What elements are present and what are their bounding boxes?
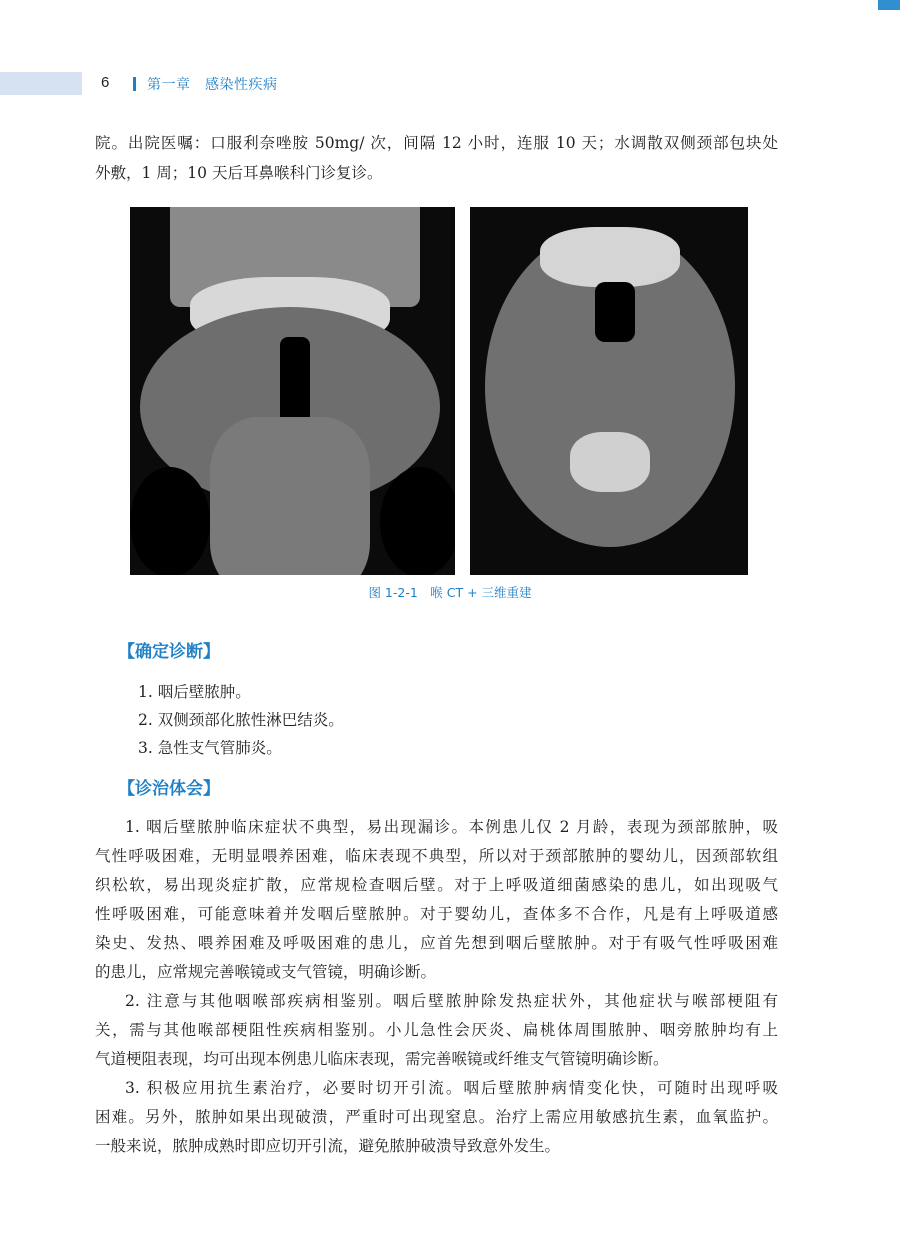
paragraph-line: 性呼吸困难，可能意味着并发咽后壁脓肿。对于婴幼儿，查体多不合作，凡是有上呼吸道感 [95, 905, 778, 923]
paragraph-line: 关，需与其他喉部梗阻性疾病相鉴别。小儿急性会厌炎、扁桃体周围脓肿、咽旁脓肿均有上 [95, 1021, 778, 1039]
header-band [0, 72, 82, 95]
chapter-title: 第一章 感染性疾病 [147, 77, 278, 93]
paragraph-line: 3. 积极应用抗生素治疗，必要时切开引流。咽后壁脓肿病情变化快，可随时出现呼吸 [125, 1079, 778, 1097]
diagnosis-item: 2. 双侧颈部化脓性淋巴结炎。 [138, 711, 344, 729]
paragraph-line: 困难。另外，脓肿如果出现破溃，严重时可出现窒息。治疗上需应用敏感抗生素，血氧监护。 [95, 1108, 778, 1126]
intro-line: 外敷，1 周；10 天后耳鼻喉科门诊复诊。 [95, 164, 383, 182]
header-separator [133, 77, 136, 91]
paragraph-line: 气道梗阻表现，均可出现本例患儿临床表现，需完善喉镜或纤维支气管镜明确诊断。 [95, 1050, 669, 1068]
paragraph-line: 织松软，易出现炎症扩散，应常规检查咽后壁。对于上呼吸道细菌感染的患儿，如出现吸气 [95, 876, 778, 894]
page-number: 6 [101, 74, 110, 91]
paragraph-line: 一般来说，脓肿成熟时即应切开引流，避免脓肿破溃导致意外发生。 [95, 1137, 561, 1155]
paragraph-line: 1. 咽后壁脓肿临床症状不典型，易出现漏诊。本例患儿仅 2 月龄，表现为颈部脓肿，吸 [125, 818, 778, 836]
paragraph-line: 2. 注意与其他咽喉部疾病相鉴别。咽后壁脓肿除发热症状外，其他症状与喉部梗阻有 [125, 992, 778, 1010]
ct-coronal-image [130, 207, 455, 575]
section-title-experience: 【诊治体会】 [118, 779, 220, 799]
intro-line: 院。出院医嘱：口服利奈唑胺 50mg/ 次，间隔 12 小时，连服 10 天；水调散双侧颈部包块处 [95, 134, 778, 152]
corner-mark [878, 0, 900, 10]
paragraph-line: 气性呼吸困难，无明显喂养困难，临床表现不典型，所以对于颈部脓肿的婴幼儿，因颈部软组 [95, 847, 778, 865]
ct-axial-image [470, 207, 748, 575]
paragraph-line: 染史、发热、喂养困难及呼吸困难的患儿，应首先想到咽后壁脓肿。对于有吸气性呼吸困难 [95, 934, 778, 952]
diagnosis-item: 3. 急性支气管肺炎。 [138, 739, 282, 757]
figure-caption: 图 1-2-1 喉 CT + 三维重建 [368, 585, 532, 600]
paragraph-line: 的患儿，应常规完善喉镜或支气管镜，明确诊断。 [95, 963, 437, 981]
section-title-diagnosis: 【确定诊断】 [118, 642, 220, 662]
diagnosis-item: 1. 咽后壁脓肿。 [138, 683, 251, 701]
